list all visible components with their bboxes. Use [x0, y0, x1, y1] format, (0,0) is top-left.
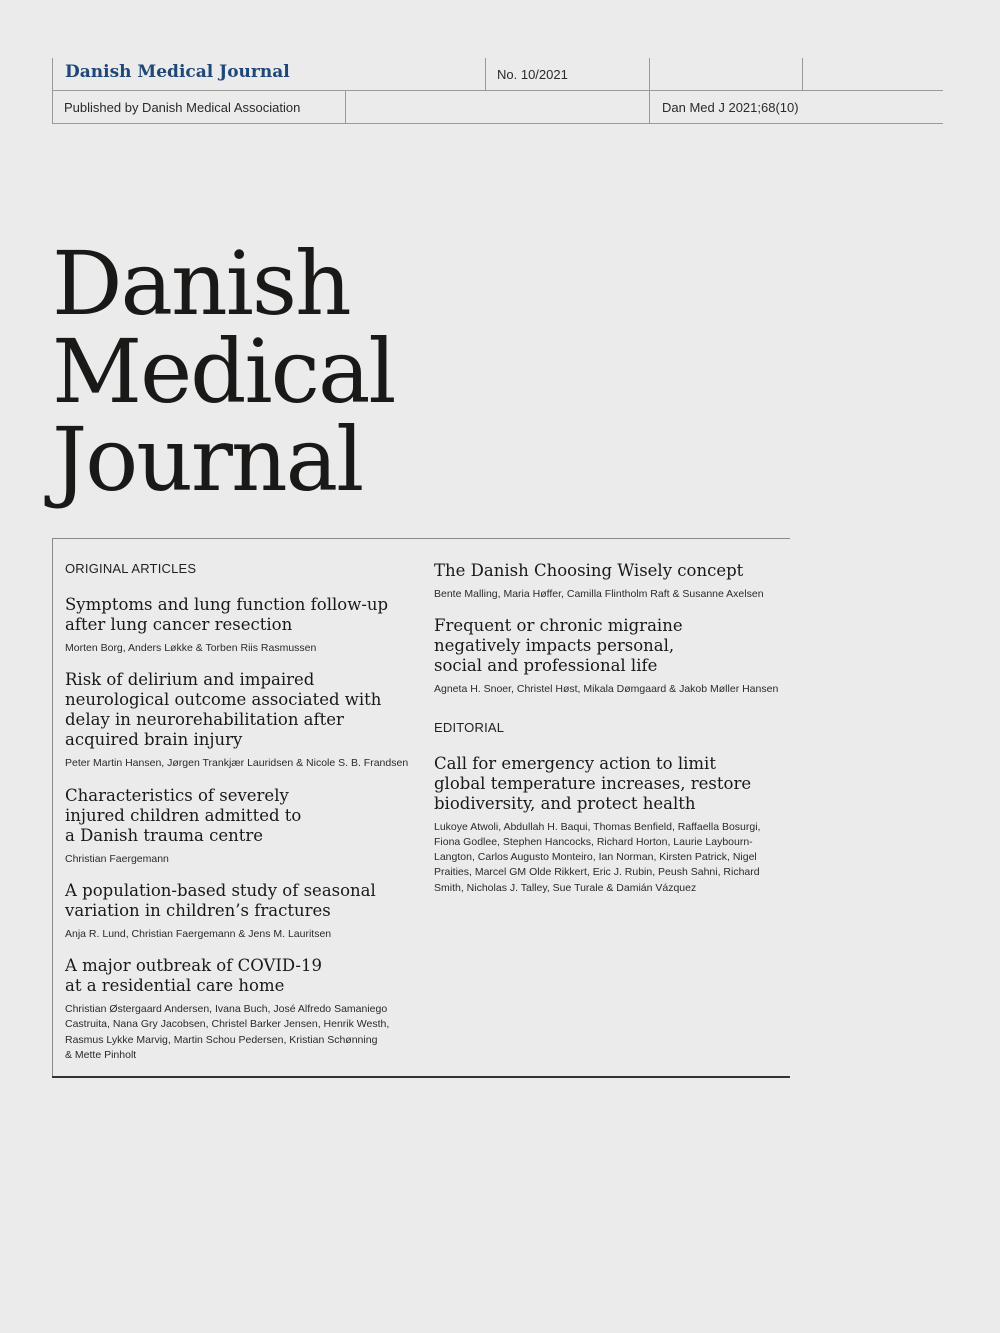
header-vline-c4 [802, 58, 803, 90]
article-authors-line: Praities, Marcel GM Olde Rikkert, Eric J. Rubin, Peush Sahni, Richard [434, 866, 760, 879]
article-title-line: Frequent or chronic migraine [434, 616, 683, 636]
header-publisher: Published by Danish Medical Association [64, 100, 301, 115]
article-title-line: at a residential care home [65, 976, 285, 996]
article-authors-line: Langton, Carlos Augusto Monteiro, Ian Norman, Kirsten Patrick, Nigel [434, 851, 757, 864]
masthead-title-line: Danish [52, 232, 350, 335]
article-title-line: social and professional life [434, 656, 658, 676]
article-title [65, 956, 405, 996]
contents-left-column [65, 561, 409, 1077]
header-journal-name: Danish Medical Journal [65, 62, 290, 82]
article-title-line: acquired brain injury [65, 730, 243, 750]
article-authors-line: & Mette Pinholt [65, 1049, 137, 1062]
article-authors [434, 587, 774, 602]
article-entry[interactable] [434, 561, 774, 602]
article-entry[interactable] [65, 881, 405, 942]
article-entry[interactable] [65, 786, 405, 867]
article-authors-line: Smith, Nicholas J. Talley, Sue Turale & Damián Vázquez [434, 881, 697, 894]
article-authors-line: Peter Martin Hansen, Jørgen Trankjær Lauridsen & Nicole S. B. Frandsen [65, 757, 409, 770]
article-authors-line: Castruita, Nana Gry Jacobsen, Christel Barker Jensen, Henrik Westh, [65, 1018, 390, 1031]
article-title-line: A population-based study of seasonal [65, 880, 376, 900]
header-issue: No. 10/2021 [497, 67, 568, 82]
article-entry[interactable] [65, 670, 409, 771]
contents-right-column [434, 561, 779, 910]
article-title-line: negatively impacts personal, [434, 636, 675, 656]
article-title-line: Characteristics of severely [65, 785, 289, 805]
header-vline-pub [345, 91, 346, 124]
masthead-title-line: Journal [52, 408, 363, 511]
article-authors [65, 1002, 405, 1063]
article-authors [65, 852, 405, 867]
article-authors-line: Agneta H. Snoer, Christel Høst, Mikala Dømgaard & Jakob Møller Hansen [434, 683, 779, 696]
article-title-line: a Danish trauma centre [65, 825, 264, 845]
editorial-entry[interactable] [434, 754, 774, 896]
article-title-line: variation in children’s fractures [65, 900, 331, 920]
article-title-line: Call for emergency action to limit [434, 753, 716, 773]
contents-box-left [52, 538, 53, 1077]
article-title-line: injured children admitted to [65, 805, 302, 825]
header-vline-left [52, 58, 53, 124]
article-title-line: A major outbreak of COVID-19 [65, 956, 322, 976]
header-hline-mid [52, 90, 943, 91]
article-title [434, 754, 774, 814]
article-title-line: after lung cancer resection [65, 615, 293, 634]
article-authors-line: Bente Malling, Maria Høffer, Camilla Flintholm Raft & Susanne Axelsen [434, 588, 764, 600]
article-title-line: Symptoms and lung function follow-up [65, 595, 389, 614]
article-authors [65, 927, 405, 942]
article-authors [434, 682, 779, 697]
masthead-title [52, 232, 395, 511]
article-entry[interactable] [434, 616, 779, 697]
header-hline-bottom [52, 123, 943, 124]
masthead-title-line: Medical [52, 320, 395, 423]
article-entry[interactable] [65, 595, 405, 656]
article-authors [434, 820, 774, 896]
article-authors-line: Morten Borg, Anders Løkke & Torben Riis Rasmussen [65, 642, 317, 654]
article-authors [65, 641, 405, 656]
header-vline-issue [485, 58, 486, 90]
article-title [65, 670, 405, 750]
section-editorial: EDITORIAL [434, 719, 505, 735]
article-title-line: delay in neurorehabilitation after [65, 710, 344, 730]
article-authors-line: Anja R. Lund, Christian Faergemann & Jens M. Lauritsen [65, 927, 332, 940]
article-authors-line: Christian Faergemann [65, 852, 169, 865]
section-original-articles: ORIGINAL ARTICLES [65, 561, 197, 576]
article-authors-line: Lukoye Atwoli, Abdullah H. Baqui, Thomas Benfield, Raffaella Bosurgi, [434, 820, 761, 833]
article-title-line: biodiversity, and protect health [434, 793, 696, 813]
article-title [65, 595, 405, 635]
contents-box-top [52, 538, 790, 539]
article-title [65, 881, 405, 921]
article-title-line: neurological outcome associated with [65, 690, 382, 710]
article-title-line: The Danish Choosing Wisely concept [434, 561, 744, 580]
article-title-line: Risk of delirium and impaired [65, 670, 315, 690]
article-title [434, 561, 774, 581]
article-title [65, 786, 405, 846]
article-authors-line: Christian Østergaard Andersen, Ivana Buch, José Alfredo Samaniego [65, 1003, 388, 1016]
article-authors-line: Rasmus Lykke Marvig, Martin Schou Pedersen, Kristian Schønning [65, 1033, 378, 1046]
header-vline-c3 [649, 58, 650, 124]
article-entry[interactable] [65, 956, 405, 1063]
article-authors [65, 756, 409, 771]
article-title [434, 616, 774, 676]
article-title-line: global temperature increases, restore [434, 773, 752, 793]
article-authors-line: Fiona Godlee, Stephen Hancocks, Richard Horton, Laurie Laybourn- [434, 835, 753, 848]
header-citation: Dan Med J 2021;68(10) [662, 100, 799, 115]
